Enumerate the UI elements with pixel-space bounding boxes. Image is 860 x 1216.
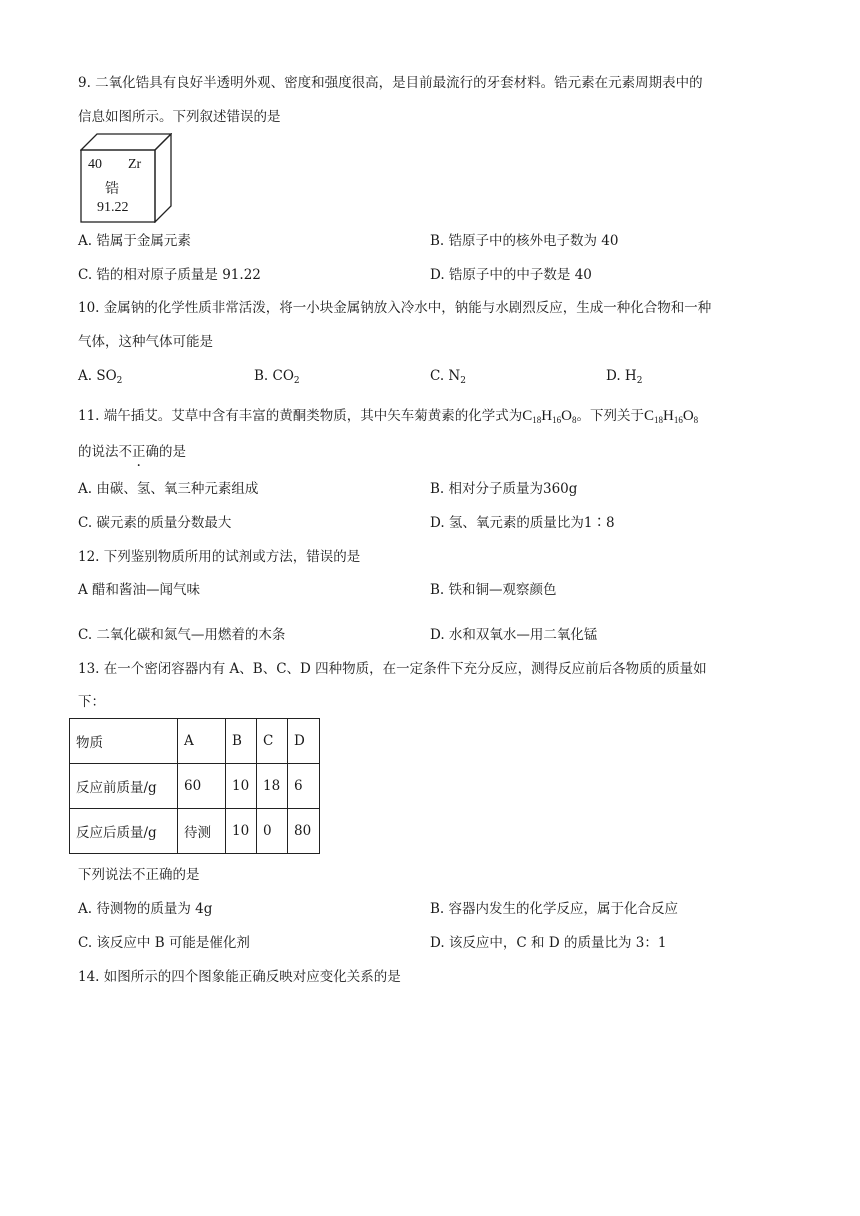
q9-option-b: B. 锆原子中的核外电子数为 40 bbox=[430, 233, 619, 249]
q10-option-b-sub: 2 bbox=[293, 376, 300, 386]
q12-option-b: B. 铁和铜—观察颜色 bbox=[430, 582, 557, 598]
table-cell: C bbox=[257, 719, 288, 764]
q10-stem-line1: 10. 金属钠的化学性质非常活泼，将一小块金属钠放入冷水中，钠能与水剧烈反应，生成一种化合物和一种 bbox=[78, 300, 712, 316]
q11-stem-line1 bbox=[78, 406, 698, 430]
q13-stem-line1: 13. 在一个密闭容器内有 A、B、C、D 四种物质，在一定条件下充分反应，测得反应前后各物质的质量如 bbox=[78, 661, 707, 677]
formula-c-count: 18 bbox=[653, 415, 663, 425]
formula-h: H bbox=[541, 408, 553, 424]
table-row bbox=[70, 719, 320, 764]
q13-stem-line2: 下： bbox=[78, 694, 105, 710]
q11-emphasis-not-correct: 不正确 bbox=[118, 444, 159, 460]
table-cell: 反应后质量/g bbox=[70, 809, 178, 854]
table-cell: 0 bbox=[257, 809, 288, 854]
q10-option-b bbox=[254, 366, 300, 391]
q11-formula-2 bbox=[644, 408, 698, 424]
q10-option-a-sub: 2 bbox=[116, 376, 123, 386]
table-cell: B bbox=[226, 719, 257, 764]
table-cell: D bbox=[288, 719, 320, 764]
table-cell: 18 bbox=[257, 764, 288, 809]
formula-h-count: 16 bbox=[673, 415, 683, 425]
q9-option-d: D. 锆原子中的中子数是 40 bbox=[430, 267, 592, 283]
q11-option-a: A. 由碳、氢、氧三种元素组成 bbox=[78, 481, 259, 497]
element-atomic-number: 40 bbox=[88, 157, 102, 172]
q14-stem: 14. 如图所示的四个图象能正确反映对应变化关系的是 bbox=[78, 969, 401, 985]
q13-option-a: A. 待测物的质量为 4g bbox=[78, 901, 213, 917]
q11-option-c: C. 碳元素的质量分数最大 bbox=[78, 515, 232, 531]
q10-option-d-sub: 2 bbox=[636, 376, 643, 386]
formula-o-count: 8 bbox=[693, 415, 699, 425]
q12-stem: 12. 下列鉴别物质所用的试剂或方法，错误的是 bbox=[78, 549, 361, 565]
q13-option-b: B. 容器内发生的化学反应，属于化合反应 bbox=[430, 901, 679, 917]
q11-stem-text-c: 的说法 bbox=[78, 444, 119, 460]
q9-stem-line1: 9. 二氧化锆具有良好半透明外观、密度和强度很高，是目前最流行的牙套材料。锆元素在元素周期表中的 bbox=[78, 75, 703, 91]
q11-stem-text-d: 的是 bbox=[159, 444, 186, 460]
q10-option-a-text: A. SO bbox=[78, 368, 117, 384]
formula-c: C bbox=[643, 408, 654, 424]
table-row bbox=[70, 809, 320, 854]
q10-option-a bbox=[78, 366, 122, 391]
q12-option-a: A 醋和酱油—闻气味 bbox=[78, 582, 201, 598]
formula-o-count: 8 bbox=[571, 415, 577, 425]
table-cell: 6 bbox=[288, 764, 320, 809]
q12-option-c: C. 二氧化碳和氮气—用燃着的木条 bbox=[78, 627, 286, 643]
q11-formula-1 bbox=[522, 408, 576, 424]
q10-option-c-text: C. N bbox=[430, 368, 461, 384]
q11-stem-line2 bbox=[78, 442, 186, 462]
q10-option-d-text: D. H bbox=[606, 368, 637, 384]
table-cell: 物质 bbox=[70, 719, 178, 764]
q13-option-c: C. 该反应中 B 可能是催化剂 bbox=[78, 935, 250, 951]
q10-option-b-text: B. CO bbox=[254, 368, 294, 384]
q11-option-d: D. 氢、氧元素的质量比为1∶8 bbox=[430, 515, 615, 531]
q9-stem-line2: 信息如图所示。下列叙述错误的是 bbox=[78, 109, 281, 125]
q9-option-c: C. 锆的相对原子质量是 91.22 bbox=[78, 267, 261, 283]
q12-option-d: D. 水和双氧水—用二氧化锰 bbox=[430, 627, 598, 643]
table-cell: 80 bbox=[288, 809, 320, 854]
q11-option-b: B. 相对分子质量为360g bbox=[430, 481, 578, 497]
formula-o: O bbox=[561, 408, 572, 424]
q11-stem-text-b: 。下列关于 bbox=[576, 408, 644, 424]
element-symbol: Zr bbox=[128, 157, 142, 172]
table-row bbox=[70, 764, 320, 809]
q10-option-c-sub: 2 bbox=[460, 376, 466, 386]
element-card-zr bbox=[80, 133, 172, 223]
table-cell: 60 bbox=[178, 764, 226, 809]
q13-option-d: D. 该反应中，C 和 D 的质量比为 3：1 bbox=[430, 935, 667, 951]
formula-c-count: 18 bbox=[532, 415, 542, 425]
formula-o: O bbox=[682, 408, 694, 424]
formula-c: C bbox=[522, 408, 533, 424]
table-cell: A bbox=[178, 719, 226, 764]
table-cell: 10 bbox=[226, 809, 257, 854]
q10-option-d bbox=[606, 366, 642, 391]
mass-table bbox=[69, 718, 320, 854]
q10-option-c bbox=[430, 366, 466, 391]
element-name: 锆 bbox=[105, 181, 119, 197]
q11-stem-text-a: 11. 端午插艾。艾草中含有丰富的黄酮类物质，其中矢车菊黄素的化学式为 bbox=[78, 408, 523, 424]
formula-h: H bbox=[662, 408, 674, 424]
element-atomic-mass: 91.22 bbox=[97, 200, 129, 215]
formula-h-count: 16 bbox=[552, 415, 562, 425]
table-cell: 10 bbox=[226, 764, 257, 809]
table-cell: 反应前质量/g bbox=[70, 764, 178, 809]
q10-stem-line2: 气体，这种气体可能是 bbox=[78, 334, 213, 350]
q9-option-a: A. 锆属于金属元素 bbox=[78, 233, 191, 249]
table-cell: 待测 bbox=[178, 809, 226, 854]
q13-question: 下列说法不正确的是 bbox=[78, 867, 200, 883]
